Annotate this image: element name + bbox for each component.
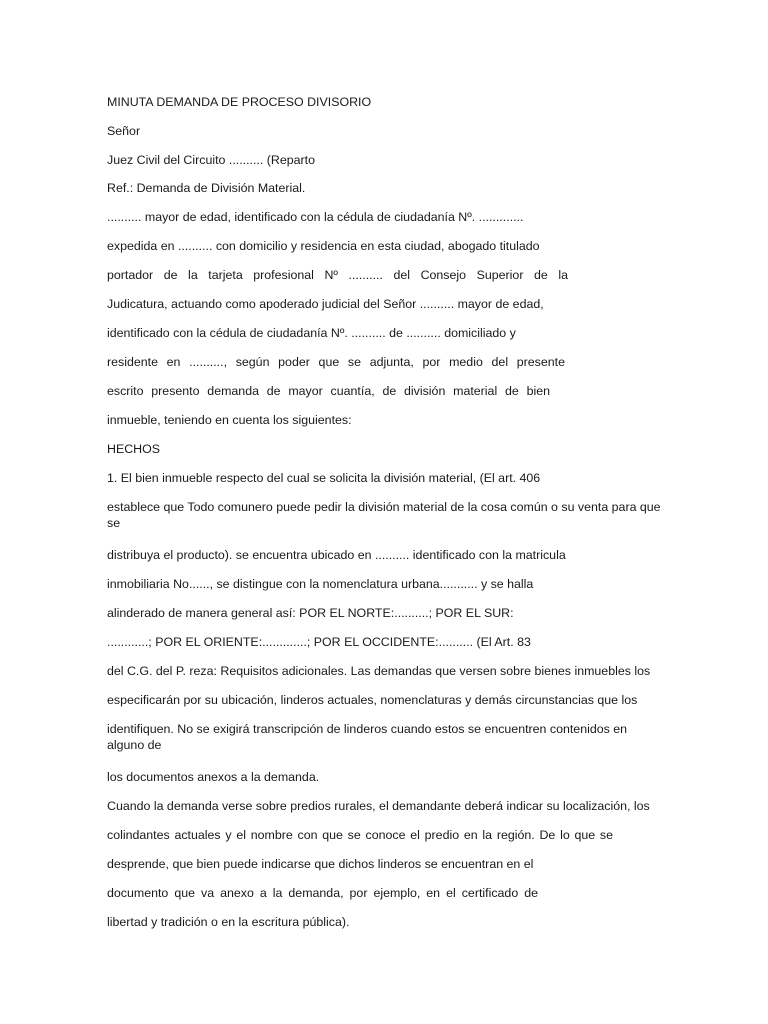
fact-line: establece que Todo comunero puede pedir la división material de la cosa común o su venta para que se	[107, 500, 661, 530]
reference-line: Ref.: Demanda de División Material.	[107, 181, 306, 195]
fact-line: libertad y tradición o en la escritura pública).	[107, 915, 350, 929]
fact-line: del C.G. del P. reza: Requisitos adicionales. Las demandas que versen sobre bienes inmuebles los	[107, 664, 651, 678]
salutation: Señor	[107, 124, 141, 138]
fact-line: desprende, que bien puede indicarse que dichos linderos se encuentran en el	[107, 857, 534, 871]
fact-line: identifiquen. No se exigirá transcripción de linderos cuando estos se encuentren contenidos en alguno de	[107, 722, 628, 752]
fact-line: colindantes actuales y el nombre con que se conoce el predio en la región. De lo que se	[107, 828, 613, 842]
section-heading: HECHOS	[107, 442, 161, 456]
intro-line: Judicatura, actuando como apoderado judicial del Señor .......... mayor de edad,	[107, 297, 544, 311]
fact-line: Cuando la demanda verse sobre predios rurales, el demandante deberá indicar su localización, los	[107, 799, 650, 813]
fact-line: distribuya el producto). se encuentra ubicado en .......... identificado con la matricula	[107, 548, 566, 562]
intro-line: escrito presento demanda de mayor cuantía, de división material de bien	[107, 384, 550, 398]
intro-line: portador de la tarjeta profesional Nº .......... del Consejo Superior de la	[107, 268, 568, 282]
intro-line: inmueble, teniendo en cuenta los siguientes:	[107, 413, 352, 427]
intro-line: expedida en .......... con domicilio y residencia en esta ciudad, abogado titulado	[107, 239, 540, 253]
fact-line: 1. El bien inmueble respecto del cual se solicita la división material, (El art. 406	[107, 471, 541, 485]
addressee: Juez Civil del Circuito .......... (Reparto	[107, 153, 315, 167]
intro-line: .......... mayor de edad, identificado con la cédula de ciudadanía Nº. .............	[107, 210, 524, 224]
intro-line: identificado con la cédula de ciudadanía Nº. .......... de .......... domiciliado y	[107, 326, 516, 340]
fact-line: especificarán por su ubicación, linderos actuales, nomenclaturas y demás circunstancias que los	[107, 693, 638, 707]
fact-line: alinderado de manera general así: POR EL NORTE:..........; POR EL SUR:	[107, 606, 514, 620]
intro-line: residente en .........., según poder que se adjunta, por medio del presente	[107, 355, 565, 369]
fact-line: ............; POR EL ORIENTE:.............; POR EL OCCIDENTE:.......... (El Art. 83	[107, 635, 531, 649]
fact-line: los documentos anexos a la demanda.	[107, 770, 320, 784]
fact-line: documento que va anexo a la demanda, por ejemplo, en el certificado de	[107, 886, 538, 900]
fact-line: inmobiliaria No......, se distingue con la nomenclatura urbana........... y se halla	[107, 577, 534, 591]
document-title: MINUTA DEMANDA DE PROCESO DIVISORIO	[107, 95, 372, 109]
